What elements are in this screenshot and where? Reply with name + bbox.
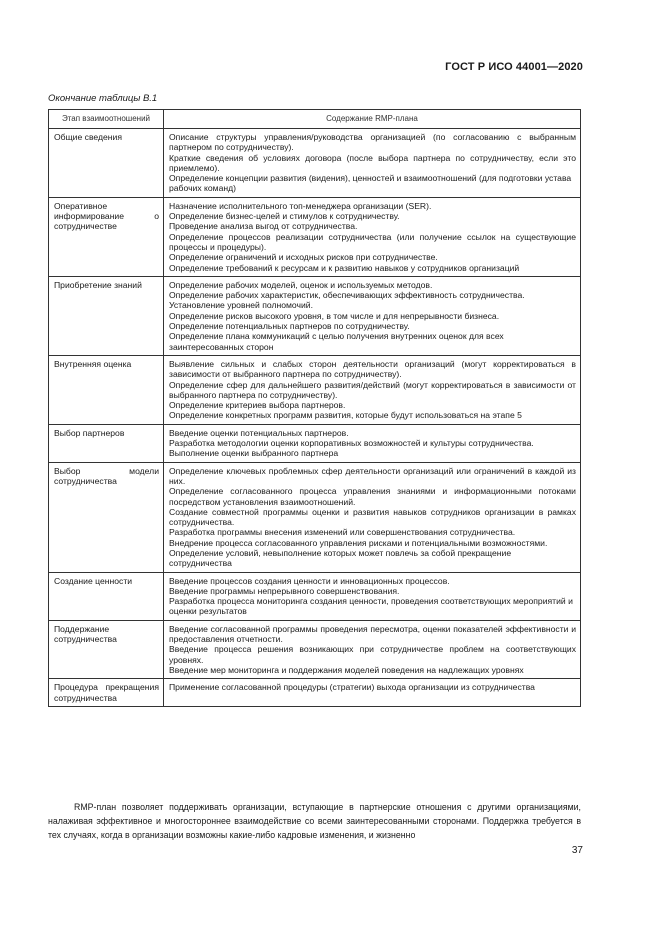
table-row (49, 355, 581, 424)
stage-cell: Внутренняя оценка (49, 355, 164, 424)
content-item: Внедрение процесса согласованного управления рисками и потенциальными возможностями. (169, 537, 548, 548)
content-item: Определение ключевых проблемных сфер деятельности организаций или ограничений в каждой из них. (169, 465, 576, 486)
stage-cell: Выбор партнеров (49, 424, 164, 462)
content-item: Введение процессов создания ценности и инновационных процессов. (169, 575, 450, 586)
content-cell (164, 355, 581, 424)
content-item: Определение процессов реализации сотрудничества (или получение ссылок на существующие процессы и процедуры). (169, 231, 576, 252)
content-cell (164, 129, 581, 198)
content-item: Определение критериев выбора партнеров. (169, 400, 346, 411)
table-header-row (49, 110, 581, 129)
content-item: Выявление сильных и слабых сторон деятельности организаций (могут корректироваться в зависимости от выбранного партнера по сотрудничеству). (169, 358, 576, 380)
content-item: Определение конкретных программ развития, которые будут использоваться на этапе 5 (169, 410, 522, 421)
table-row (49, 679, 581, 707)
table-row (49, 197, 581, 276)
content-item: Определение ограничений и исходных рисков при сотрудничестве. (169, 252, 438, 263)
content-cell (164, 424, 581, 462)
content-cell (164, 462, 581, 572)
content-item: Введение согласованной программы проведения пересмотра, оценки показателей эффективности и предоставления отчетности. (169, 623, 576, 645)
table-row (49, 462, 581, 572)
content-item: Введение мер мониторинга и поддержания моделей поведения на надлежащих уровнях (169, 664, 524, 675)
content-item: Создание совместной программы оценки и развития навыков сотрудников организации в рамках сотрудничества. (169, 506, 576, 528)
content-item: Определение плана коммуникаций с целью получения внутренних оценок для всех заинтересованных сторон (169, 331, 504, 352)
stage-cell: Поддержание сотрудничества (49, 620, 164, 678)
content-item: Введение процесса решения возникающих при сотрудничестве проблем на соответствующих уровнях. (169, 644, 576, 665)
stage-cell: Общие сведения (49, 129, 164, 198)
content-item: Определение условий, невыполнение которых может повлечь за собой прекращение сотрудничества (169, 547, 512, 569)
table-row (49, 620, 581, 678)
stage-cell: Приобретение знаний (49, 276, 164, 355)
content-cell (164, 572, 581, 620)
content-item: Применение согласованной процедуры (стратегии) выхода организации из сотрудничества (169, 682, 535, 693)
content-item: Разработка процесса мониторинга создания ценности, проведения соответствующих мероприятий и оценки результатов (169, 596, 573, 617)
content-item: Определение концепции развития (видения), ценностей и взаимоотношений (для подготовки устава рабочих команд) (169, 173, 572, 194)
content-item: Определение бизнес-целей и стимулов к сотрудничеству. (169, 211, 400, 222)
content-item: Определение требований к ресурсам и к развитию навыков у сотрудников организаций (169, 262, 520, 273)
content-item: Установление уровней полномочий. (169, 300, 313, 311)
column-header-content: Содержание RMP-плана (164, 110, 581, 129)
table-body (49, 129, 581, 707)
body-paragraph: RMP-план позволяет поддерживать организации, вступающие в партнерские отношения с другими организациями, налаживая эффективное и многостороннее взаимодействие со всеми заинтересованными сторонами. Поддержка требуется в тех случаях, когда в организации возможны какие-либо кадровые изменения, и жизненно (48, 802, 581, 840)
stage-cell: Выбор модели сотрудничества (49, 462, 164, 572)
content-cell (164, 679, 581, 707)
content-item: Разработка программы внесения изменений или совершенствования сотрудничества. (169, 527, 516, 538)
table-caption: Окончание таблицы В.1 (48, 93, 158, 104)
content-item: Введение программы непрерывного совершенствования. (169, 585, 400, 596)
page-number: 37 (571, 845, 583, 856)
content-item: Описание структуры управления/руководства организацией (по согласованию с выбранным партнером по сотрудничеству). (169, 132, 576, 153)
table-row (49, 572, 581, 620)
stage-cell: Процедура прекращения сотрудничества (49, 679, 164, 707)
table-row (49, 129, 581, 198)
content-item: Определение сфер для дальнейшего развития/действий (могут корректироваться в зависимости от выбранного партнера по сотрудничеству). (169, 379, 576, 400)
rmp-plan-table (48, 109, 581, 707)
content-cell (164, 276, 581, 355)
content-cell (164, 197, 581, 276)
content-item: Выполнение оценки выбранного партнера (169, 448, 339, 459)
content-item: Определение потенциальных партнеров по сотрудничеству. (169, 321, 410, 332)
column-header-stage: Этап взаимоотношений (49, 110, 164, 129)
content-item: Определение рисков высокого уровня, в том числе и для непрерывности бизнеса. (169, 310, 500, 321)
content-item: Определение рабочих моделей, оценок и используемых методов. (169, 279, 433, 290)
content-item: Разработка методологии оценки корпоративных возможностей и культуры сотрудничества. (169, 438, 534, 449)
document-standard-title: ГОСТ Р ИСО 44001—2020 (445, 61, 583, 73)
stage-cell: Создание ценности (49, 572, 164, 620)
stage-cell: Оперативное информирование о сотрудничестве (49, 197, 164, 276)
content-item: Назначение исполнительного топ-менеджера организации (SER). (169, 200, 432, 211)
content-item: Введение оценки потенциальных партнеров. (169, 427, 349, 438)
table-row (49, 276, 581, 355)
content-item: Определение рабочих характеристик, обеспечивающих эффективность сотрудничества. (169, 290, 525, 301)
content-item: Краткие сведения об условиях договора (после выбора партнера по сотрудничеству, если это приемлемо). (169, 152, 576, 173)
content-cell (164, 620, 581, 678)
table-row (49, 424, 581, 462)
content-item: Определение согласованного процесса управления знаниями и информационными потоками посредством установления взаимоотношений. (169, 486, 576, 507)
content-item: Проведение анализа выгод от сотрудничества. (169, 221, 358, 232)
